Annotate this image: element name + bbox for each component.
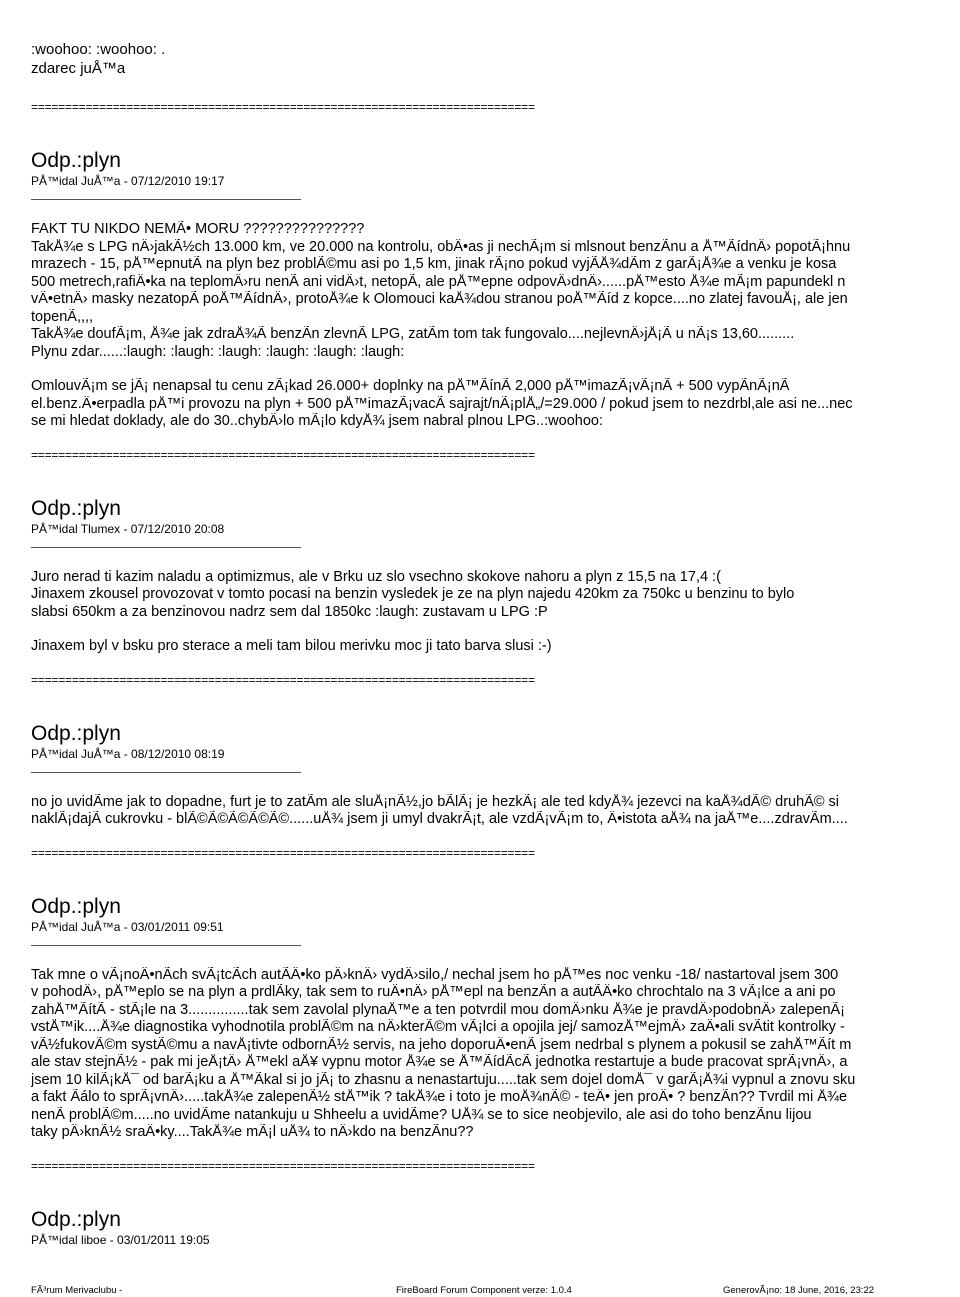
post-line: v pohodÄ›, pÅ™eplo se na plyn a prdlÃky, tak sem to ruÄ•nÄ› pÅ™epl na benzÃn a autÃÄ•ko chrochtalo na 3 vÃ¡lce a ani po	[31, 984, 836, 1000]
intro-line: :woohoo: :woohoo: .	[31, 41, 166, 58]
post	[31, 496, 960, 687]
post-line: FAKT TU NIKDO NEMÃ• MORU ???????????????	[31, 221, 365, 237]
separator: ==========================================================================	[31, 845, 535, 860]
blank-line	[31, 621, 960, 638]
footer-generated: GenerovÃ¡no: 18 June, 2016, 23:22	[723, 1285, 875, 1296]
separator: ==========================================================================	[31, 447, 535, 462]
post-line: OmlouvÃ¡m se jÃ¡ nenapsal tu cenu zÃ¡kad 26.000+ doplnky na pÅ™ÃínÃ 2,000 pÅ™imazÃ¡vÃ¡nÃ + 500 vypÃnÃ¡nÃ	[31, 378, 790, 394]
post-divider	[31, 945, 301, 946]
post-line: ale stav stejnÃ½ - pak mi jeÅ¡tÄ› Å™ekl aÅ¥ vypnu motor Å¾e se Å™ÃídÃcÃ jednotka restartuje a bude pracovat sprÃ¡vnÄ›, a	[31, 1054, 848, 1070]
post-line: a fakt Ãálo to sprÃ¡vnÄ›.....takÅ¾e zalepenÃ½ stÅ™ik ? takÅ¾e i toto je moÅ¾nÃ© - teÄ• jen proÄ• ? benzÃn?? Tvrdil mi Å¾e	[31, 1089, 848, 1105]
post-body	[31, 794, 960, 829]
post-line: vstÅ™ik....Å¾e diagnostika vyhodnotila problÃ©m na nÄ›kterÃ©m vÃ¡lci a opojila jej/ samozÅ™ejmÄ› zaÄ•ali svÃtit kontrolky -	[31, 1019, 845, 1035]
post-line: slabsi 650km a za benzinovou nadrz sem dal 1850kc :laugh: zustavam u LPG :P	[31, 603, 548, 620]
post-line: Jinaxem zkousel provozovat v tomto pocasi na benzin vysledek je ze na plyn najedu 420km za 750kc u benzinu to bylo	[31, 586, 795, 602]
post-heading: Odp.:plyn	[31, 1207, 121, 1231]
post-line: taky pÄ›knÃ½ sraÄ•ky....TakÅ¾e mÃ¡l uÅ¾ to nÄ›kdo na benzÃnu??	[31, 1124, 474, 1140]
post-line: el.benz.Ä•erpadla pÅ™i provozu na plyn + 500 pÅ™imazÃ¡vacÃ sajrajt/nÃ¡plÅ„/=29.000 / pokud jsem to nezdrbl,ale asi ne...nec	[31, 395, 853, 412]
post-body	[31, 569, 960, 656]
post-divider	[31, 199, 301, 200]
post	[31, 721, 960, 860]
post-line: se mi hledat doklady, ale do 30..chybÄ›lo mÃ¡lo kdyÅ¾ jsem nabral plnou LPG..:woohoo:	[31, 413, 603, 429]
blank-line	[31, 1142, 960, 1159]
post-line: Plynu zdar......:laugh: :laugh: :laugh: :laugh: :laugh: :laugh:	[31, 343, 405, 360]
post-line: Juro nerad ti kazim naladu a optimizmus, ale v Brku uz slo vsechno skokove nahoru a plyn z 15,5 na 17,4 :(	[31, 568, 721, 585]
post-meta: PÅ™idal JuÅ™a - 07/12/2010 19:17	[31, 174, 225, 188]
post-line: TakÅ¾e s LPG nÄ›jakÃ½ch 13.000 km, ve 20.000 na kontrolu, obÄ•as ji nechÃ¡m si mlsnout benzÃnu a Å™ÃídnÄ› popotÃ¡hnu	[31, 238, 851, 255]
post-body	[31, 967, 960, 1142]
page-footer	[31, 1284, 960, 1297]
blank-line	[31, 656, 960, 673]
post-line: Tak mne o vÃ¡noÄ•nÃch svÃ¡tcÃch autÃÄ•ko pÄ›knÄ› vydÄ›silo,/ nechal jsem ho pÅ™es noc venku -18/ nastartoval jsem 300	[31, 966, 839, 983]
post-meta: PÅ™idal liboe - 03/01/2011 19:05	[31, 1232, 210, 1247]
intro-line: zdarec juÅ™a	[31, 60, 126, 77]
post-line: nenÃ problÃ©m.....no uvidÃme natankuju u Shheelu a uvidÃme? UÅ¾ se to sice neobjevilo, ale asi do toho benzÃnu lijou	[31, 1106, 812, 1123]
post	[31, 1207, 960, 1248]
post-line: jsem 10 kilÃ¡kÅ¯ od barÃ¡ku a Å™Ãkal si jo jÃ¡ to zhasnu a nenastartuju.....tak sem dojel domÅ¯ v garÃ¡Å¾i vypnul a znovu sku	[31, 1071, 856, 1088]
post-heading: Odp.:plyn	[31, 894, 121, 918]
post-line: 500 metrech,rafiÄ•ka na teplomÄ›ru nenÃ ani vidÄ›t, netopÃ, ale pÅ™epne odpovÄ›dnÄ›......pÅ™esto Å¾e mÃ¡m papundekl n	[31, 273, 846, 290]
post-line: no jo uvidÃme jak to dopadne, furt je to zatÃm ale sluÅ¡nÃ½,jo bÃlÃ¡ je hezkÃ¡ ale ted kdyÅ¾ jezevci na kaÅ¾dÃ© druhÃ© si	[31, 793, 840, 810]
post-meta: PÅ™idal JuÅ™a - 08/12/2010 08:19	[31, 746, 225, 761]
post-line: Jinaxem byl v bsku pro sterace a meli tam bilou merivku moc ji tato barva slusi :-)	[31, 638, 552, 654]
post-line: TakÅ¾e doufÃ¡m, Å¾e jak zdraÅ¾Ã benzÃn zlevnÃ LPG, zatÃm tom tak fungovalo....nejlevnÄ›jÅ¡Ã u nÃ¡s 13,60.........	[31, 326, 795, 342]
post-meta: PÅ™idal Tlumex - 07/12/2010 20:08	[31, 521, 225, 536]
post	[31, 148, 960, 462]
post-heading: Odp.:plyn	[31, 149, 121, 172]
post-heading: Odp.:plyn	[31, 496, 121, 520]
post	[31, 894, 960, 1173]
separator: ==========================================================================	[31, 1158, 535, 1173]
forum-thread	[31, 40, 960, 1248]
post-divider	[31, 772, 301, 773]
post-divider	[31, 547, 301, 548]
footer-site-name: FÃ³rum Merivaclubu -	[31, 1285, 123, 1296]
post-body	[31, 221, 960, 431]
post-line: vÃ½fukovÃ©m systÃ©mu a navÅ¡tivte odbornÃ½ servis, na jeho doporuÄ•enÃ jsem nedrbal s plynem a pokusil se zahÅ™Ãít m	[31, 1036, 852, 1053]
separator: ==========================================================================	[31, 100, 535, 114]
separator: ==========================================================================	[31, 672, 535, 687]
post-meta: PÅ™idal JuÅ™a - 03/01/2011 09:51	[31, 919, 224, 934]
post-heading: Odp.:plyn	[31, 721, 121, 745]
post-line: topenÃ,,,,	[31, 308, 94, 325]
intro-text	[31, 40, 960, 78]
footer-component: FireBoard Forum Component verze: 1.0.4	[396, 1285, 572, 1296]
post-line: naklÃ¡dajÃ cukrovku - blÃ©Ã©Ã©Ã©Ã©......uÅ¾ jsem ji umyl dvakrÃ¡t, ale vzdÃ¡vÃ¡m to, Ä•istota aÅ¾ na jaÅ™e....zdravÃm....	[31, 811, 848, 827]
blank-line	[31, 431, 960, 448]
blank-line	[31, 361, 960, 378]
post-line: mrazech - 15, pÅ™epnutÃ na plyn bez problÃ©mu asi po 1,5 km, jinak rÃ¡no pokud vyjÃÅ¾dÃm z garÃ¡Å¾e a venku je kosa	[31, 256, 837, 272]
post-line: vÄ•etnÄ› masky nezatopÃ poÅ™ÃídnÄ›, protoÅ¾e k Olomouci kaÅ¾dou stranou poÅ™Ãíd z kopce....no zlatej favouÅ¡, ale jen	[31, 291, 848, 307]
post-line: zahÅ™ÃítÃ - stÃ¡le na 3...............tak sem zavolal plynaÅ™e a ten potvrdil mou domÄ›nku Å¾e je pravdÄ›podobnÄ› zalepenÃ¡	[31, 1001, 846, 1018]
blank-line	[31, 829, 960, 846]
